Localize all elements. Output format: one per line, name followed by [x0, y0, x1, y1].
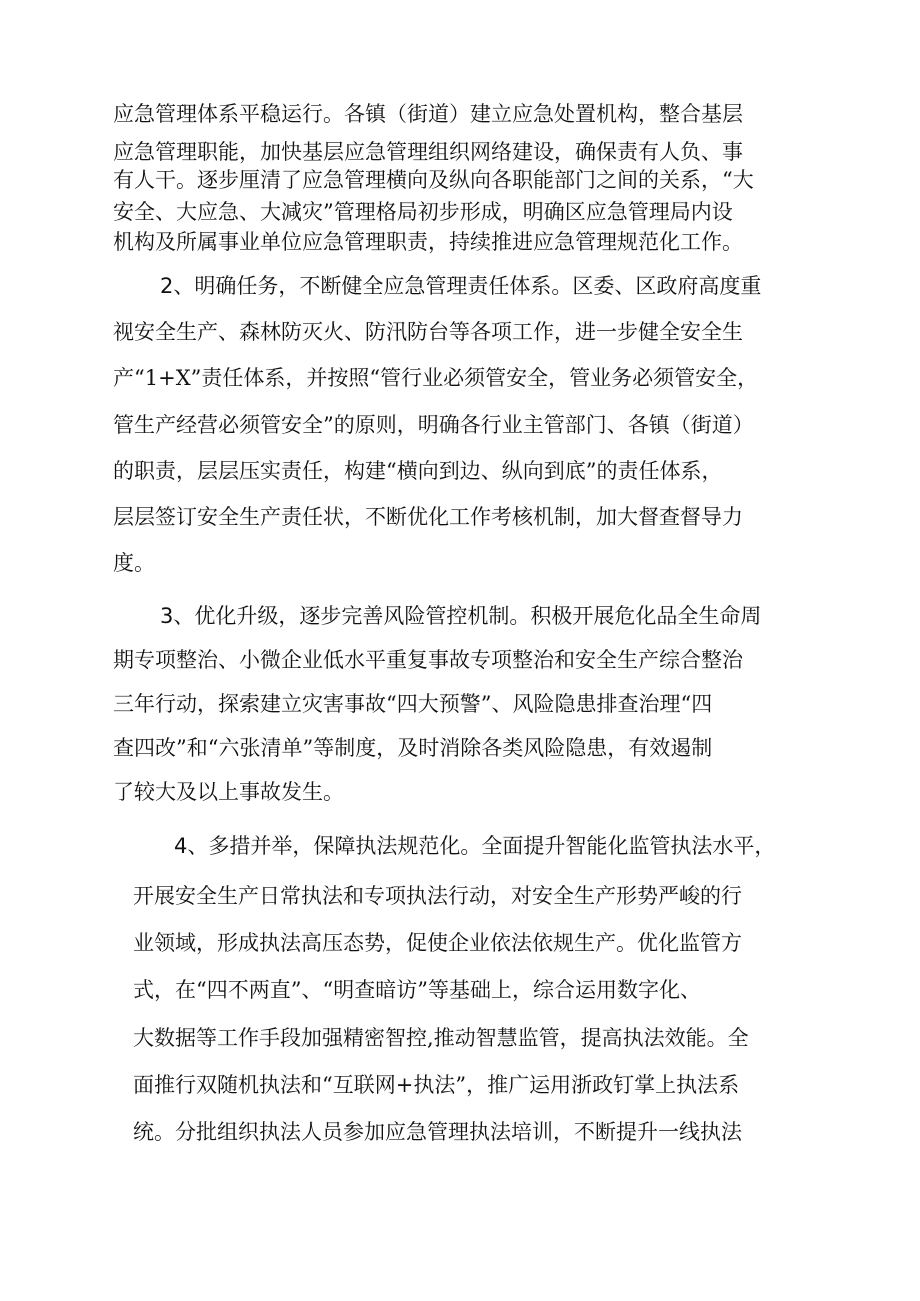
paragraph-line: 视安全生产、森林防灭火、防汛防台等各项工作，进一步健全安全生 [113, 320, 743, 344]
paragraph-line: 产“1+X”责任体系，并按照“管行业必须管安全，管业务必须管安全， [113, 366, 759, 390]
paragraph-line: 3、优化升级，逐步完善风险管控机制。积极开展危化品全生命周 [160, 604, 762, 628]
paragraph-line: 的职责，层层压实责任，构建“横向到边、纵向到底”的责任体系， [113, 459, 723, 483]
paragraph-line: 度。 [113, 551, 155, 575]
paragraph-line: 安全、大应急、大减灾”管理格局初步形成，明确区应急管理局内设 [113, 200, 733, 224]
paragraph-line: 大数据等工作手段加强精密智控,推动智慧监管，提高执法效能。全 [133, 1026, 749, 1050]
paragraph-line: 式，在“四不两直”、“明查暗访”等基础上，综合运用数字化、 [133, 978, 701, 1002]
paragraph-line: 业领域，形成执法高压态势，促使企业依法依规生产。优化监管方 [133, 931, 742, 955]
paragraph-line: 有人干。逐步厘清了应急管理横向及纵向各职能部门之间的关系，“大 [113, 168, 754, 192]
paragraph-line: 了较大及以上事故发生。 [113, 780, 344, 804]
paragraph-line: 面推行双随机执法和“互联网+执法”，推广运用浙政钉掌上执法系 [133, 1073, 740, 1097]
paragraph-line: 三年行动，探索建立灾害事故“四大预警”、风险隐患排查治理“四 [113, 692, 713, 716]
paragraph-line: 查四改”和“六张清单”等制度，及时消除各类风险隐患，有效遏制 [113, 736, 713, 760]
paragraph-line: 机构及所属事业单位应急管理职责，持续推进应急管理规范化工作。 [113, 230, 743, 254]
paragraph-line: 2、明确任务，不断健全应急管理责任体系。区委、区政府高度重 [160, 274, 762, 298]
paragraph-line: 层层签订安全生产责任状，不断优化工作考核机制，加大督查督导力 [113, 505, 743, 529]
paragraph-line: 期专项整治、小微企业低水平重复事故专项整治和安全生产综合整治 [113, 648, 743, 672]
paragraph-line: 开展安全生产日常执法和专项执法行动，对安全生产形势严峻的行 [133, 884, 742, 908]
paragraph-line: 管生产经营必须管安全”的原则，明确各行业主管部门、各镇（街道） [113, 413, 754, 437]
paragraph-line: 应急管理体系平稳运行。各镇（街道）建立应急处置机构，整合基层 [113, 102, 743, 126]
paragraph-line: 4、多措并举，保障执法规范化。全面提升智能化监管执法水平， [174, 834, 776, 858]
paragraph-line: 应急管理职能，加快基层应急管理组织网络建设，确保责有人负、事 [113, 140, 743, 164]
paragraph-line: 统。分批组织执法人员参加应急管理执法培训，不断提升一线执法 [133, 1120, 742, 1144]
